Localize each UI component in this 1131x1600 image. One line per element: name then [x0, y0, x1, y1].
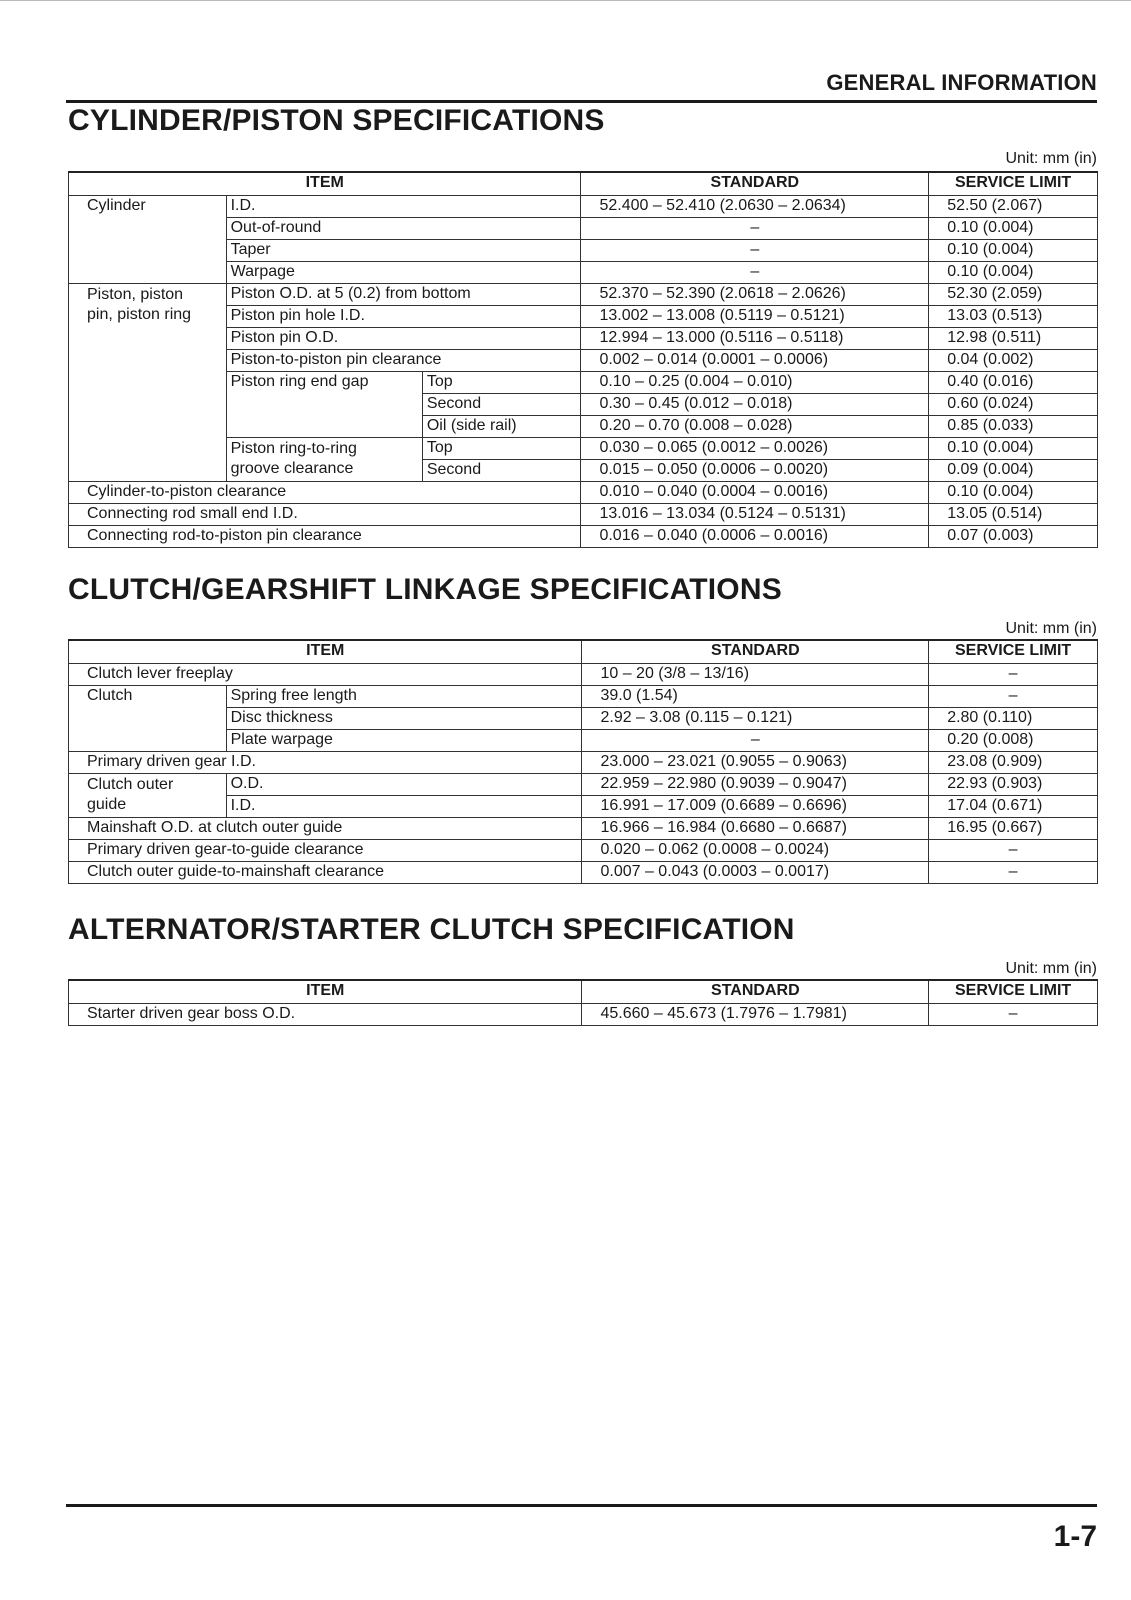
unit-label-alternator-starter-clutch: Unit: mm (in) — [1005, 960, 1097, 977]
standard-value: – — [581, 262, 929, 284]
footer-rule — [66, 1504, 1097, 1507]
table-row — [69, 774, 1098, 796]
service-limit-value: – — [929, 840, 1098, 862]
item-subname: Second — [422, 394, 581, 416]
table-row — [69, 818, 1098, 840]
service-limit-value: 16.95 (0.667) — [929, 818, 1098, 840]
standard-value: 0.030 – 0.065 (0.0012 – 0.0026) — [581, 438, 929, 460]
item-group: Clutch outer guide — [69, 774, 227, 818]
standard-value: 0.015 – 0.050 (0.0006 – 0.0020) — [581, 460, 929, 482]
item-subname: Second — [422, 460, 581, 482]
standard-value: 10 – 20 (3/8 – 13/16) — [582, 664, 929, 686]
standard-value: – — [581, 240, 929, 262]
table-row — [69, 1004, 1098, 1026]
standard-value: 16.991 – 17.009 (0.6689 – 0.6696) — [582, 796, 929, 818]
standard-value: 23.000 – 23.021 (0.9055 – 0.9063) — [582, 752, 929, 774]
column-header-standard: STANDARD — [581, 172, 929, 196]
service-limit-value: 0.07 (0.003) — [929, 526, 1098, 548]
column-header-standard: STANDARD — [582, 640, 929, 664]
table-row — [69, 284, 1098, 306]
service-limit-value: 52.30 (2.059) — [929, 284, 1098, 306]
item-name: Taper — [226, 240, 581, 262]
header-rule — [66, 100, 1097, 103]
standard-value: 0.30 – 0.45 (0.012 – 0.018) — [581, 394, 929, 416]
item-name: Piston O.D. at 5 (0.2) from bottom — [226, 284, 581, 306]
item-name: O.D. — [226, 774, 582, 796]
standard-value: 0.10 – 0.25 (0.004 – 0.010) — [581, 372, 929, 394]
item-name: Connecting rod-to-piston pin clearance — [69, 526, 581, 548]
column-header-standard: STANDARD — [582, 980, 929, 1004]
service-limit-value: 23.08 (0.909) — [929, 752, 1098, 774]
standard-value: 0.007 – 0.043 (0.0003 – 0.0017) — [582, 862, 929, 884]
standard-value: 39.0 (1.54) — [582, 686, 929, 708]
column-header-service-limit: SERVICE LIMIT — [929, 980, 1098, 1004]
service-limit-value: 0.40 (0.016) — [929, 372, 1098, 394]
item-name: Clutch outer guide-to-mainshaft clearance — [69, 862, 582, 884]
table-row — [69, 504, 1098, 526]
table-row — [69, 862, 1098, 884]
item-name: Piston ring end gap — [226, 372, 422, 438]
column-header-service-limit: SERVICE LIMIT — [929, 172, 1098, 196]
standard-value: 13.016 – 13.034 (0.5124 – 0.5131) — [581, 504, 929, 526]
table-row — [69, 196, 1098, 218]
table-header-row — [69, 980, 1098, 1004]
service-limit-value: 2.80 (0.110) — [929, 708, 1098, 730]
section-title-cylinder-piston: CYLINDER/PISTON SPECIFICATIONS — [68, 104, 605, 137]
service-limit-value: 0.10 (0.004) — [929, 438, 1098, 460]
service-limit-value: – — [929, 686, 1098, 708]
item-name: Starter driven gear boss O.D. — [69, 1004, 582, 1026]
item-name: Mainshaft O.D. at clutch outer guide — [69, 818, 582, 840]
page-top-edge — [0, 0, 1131, 1]
item-subname: Oil (side rail) — [422, 416, 581, 438]
standard-value: 0.010 – 0.040 (0.0004 – 0.0016) — [581, 482, 929, 504]
service-limit-value: 0.85 (0.033) — [929, 416, 1098, 438]
standard-value: 0.20 – 0.70 (0.008 – 0.028) — [581, 416, 929, 438]
service-limit-value: – — [929, 862, 1098, 884]
standard-value: – — [581, 218, 929, 240]
standard-value: 0.002 – 0.014 (0.0001 – 0.0006) — [581, 350, 929, 372]
service-limit-value: – — [929, 664, 1098, 686]
item-name: Clutch lever freeplay — [69, 664, 582, 686]
table-header-row — [69, 640, 1098, 664]
service-limit-value: 0.04 (0.002) — [929, 350, 1098, 372]
standard-value: 0.016 – 0.040 (0.0006 – 0.0016) — [581, 526, 929, 548]
page-number: 1-7 — [1053, 1520, 1097, 1553]
standard-value: 12.994 – 13.000 (0.5116 – 0.5118) — [581, 328, 929, 350]
item-name: Connecting rod small end I.D. — [69, 504, 581, 526]
column-header-service-limit: SERVICE LIMIT — [929, 640, 1098, 664]
standard-value: 13.002 – 13.008 (0.5119 – 0.5121) — [581, 306, 929, 328]
item-name: Spring free length — [226, 686, 582, 708]
service-limit-value: 12.98 (0.511) — [929, 328, 1098, 350]
service-limit-value: 17.04 (0.671) — [929, 796, 1098, 818]
column-header-item: ITEM — [69, 172, 581, 196]
table-row — [69, 686, 1098, 708]
column-header-item: ITEM — [69, 640, 582, 664]
section-title-clutch-gearshift: CLUTCH/GEARSHIFT LINKAGE SPECIFICATIONS — [68, 573, 782, 606]
item-name: I.D. — [226, 796, 582, 818]
table-row — [69, 752, 1098, 774]
table-alternator-starter-clutch — [68, 979, 1098, 1026]
standard-value: 45.660 – 45.673 (1.7976 – 1.7981) — [582, 1004, 929, 1026]
item-group: Piston, piston pin, piston ring — [69, 284, 227, 482]
item-name: Primary driven gear I.D. — [69, 752, 582, 774]
standard-value: 2.92 – 3.08 (0.115 – 0.121) — [582, 708, 929, 730]
item-name: Primary driven gear-to-guide clearance — [69, 840, 582, 862]
service-limit-value: 0.10 (0.004) — [929, 482, 1098, 504]
table-clutch-gearshift — [68, 639, 1098, 884]
service-limit-value: 0.60 (0.024) — [929, 394, 1098, 416]
section-title-alternator-starter-clutch: ALTERNATOR/STARTER CLUTCH SPECIFICATION — [68, 913, 795, 946]
item-name: Cylinder-to-piston clearance — [69, 482, 581, 504]
item-subname: Top — [422, 372, 581, 394]
item-name: Warpage — [226, 262, 581, 284]
standard-value: 22.959 – 22.980 (0.9039 – 0.9047) — [582, 774, 929, 796]
standard-value: 0.020 – 0.062 (0.0008 – 0.0024) — [582, 840, 929, 862]
table-cylinder-piston — [68, 171, 1098, 548]
service-limit-value: 0.10 (0.004) — [929, 240, 1098, 262]
item-name: Piston ring-to-ring groove clearance — [226, 438, 422, 482]
table-row — [69, 664, 1098, 686]
item-name: Out-of-round — [226, 218, 581, 240]
item-name: Disc thickness — [226, 708, 582, 730]
item-name: I.D. — [226, 196, 581, 218]
item-group: Cylinder — [69, 196, 227, 284]
service-limit-value: 0.10 (0.004) — [929, 218, 1098, 240]
item-group: Clutch — [69, 686, 227, 752]
item-name: Piston pin O.D. — [226, 328, 581, 350]
item-name: Piston pin hole I.D. — [226, 306, 581, 328]
standard-value: 16.966 – 16.984 (0.6680 – 0.6687) — [582, 818, 929, 840]
item-name: Plate warpage — [226, 730, 582, 752]
item-subname: Top — [422, 438, 581, 460]
table-header-row — [69, 172, 1098, 196]
service-limit-value: – — [929, 1004, 1098, 1026]
item-name: Piston-to-piston pin clearance — [226, 350, 581, 372]
table-row — [69, 482, 1098, 504]
standard-value: – — [582, 730, 929, 752]
table-row — [69, 840, 1098, 862]
service-limit-value: 0.10 (0.004) — [929, 262, 1098, 284]
service-limit-value: 0.20 (0.008) — [929, 730, 1098, 752]
service-limit-value: 13.03 (0.513) — [929, 306, 1098, 328]
service-limit-value: 52.50 (2.067) — [929, 196, 1098, 218]
header-label: GENERAL INFORMATION — [826, 70, 1097, 95]
column-header-item: ITEM — [69, 980, 582, 1004]
unit-label-cylinder-piston: Unit: mm (in) — [1005, 150, 1097, 167]
standard-value: 52.370 – 52.390 (2.0618 – 2.0626) — [581, 284, 929, 306]
service-limit-value: 0.09 (0.004) — [929, 460, 1098, 482]
service-limit-value: 22.93 (0.903) — [929, 774, 1098, 796]
standard-value: 52.400 – 52.410 (2.0630 – 2.0634) — [581, 196, 929, 218]
unit-label-clutch-gearshift: Unit: mm (in) — [1005, 620, 1097, 637]
service-limit-value: 13.05 (0.514) — [929, 504, 1098, 526]
table-row — [69, 526, 1098, 548]
